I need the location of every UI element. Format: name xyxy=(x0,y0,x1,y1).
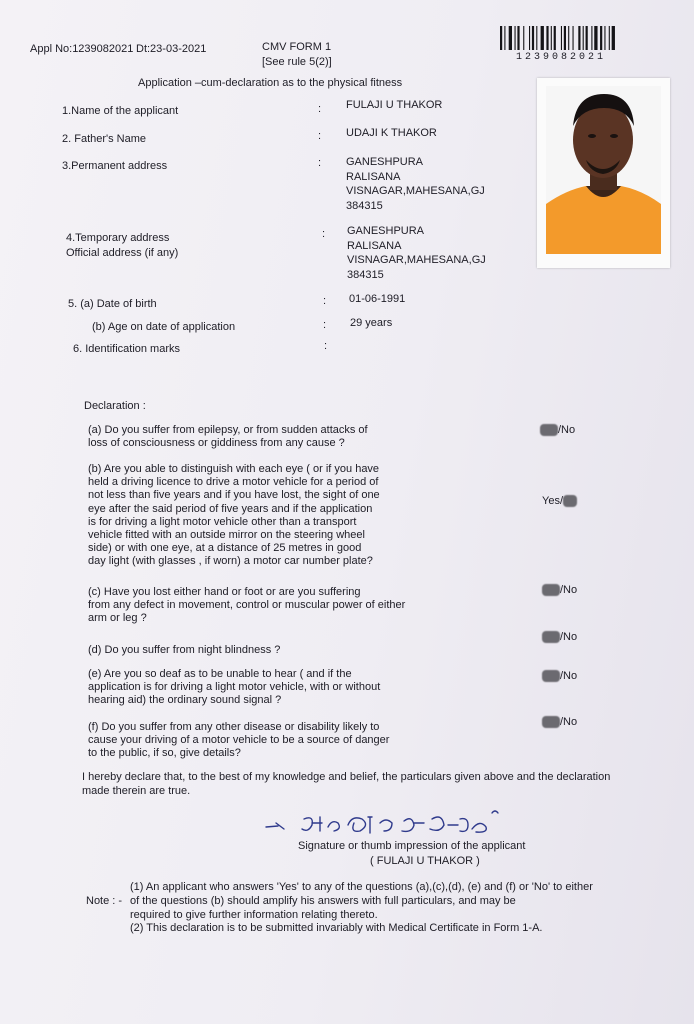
field-label-age: (b) Age on date of application xyxy=(92,321,236,333)
signature-applicant-name: ( FULAJI U THAKOR ) xyxy=(370,855,480,867)
barcode-bar xyxy=(536,26,537,50)
application-date: Dt:23-03-2021 xyxy=(136,43,207,55)
barcode-bar xyxy=(532,26,534,50)
barcode-bar xyxy=(609,26,610,50)
field-colon: : xyxy=(324,340,328,352)
answer-a: /No xyxy=(540,424,575,437)
field-value-permanent-address: GANESHPURA RALISANA VISNAGAR,MAHESANA,GJ 384315 xyxy=(346,156,485,212)
barcode-bar xyxy=(554,26,556,50)
barcode-bar xyxy=(568,26,569,50)
barcode-bar xyxy=(600,26,602,50)
barcode-bar xyxy=(523,26,524,50)
barcode-bar xyxy=(578,26,580,50)
field-colon: : xyxy=(318,130,322,142)
signature-caption: Signature or thumb impression of the applicant xyxy=(298,840,526,852)
applicant-signature-image xyxy=(262,805,532,841)
field-value-age: 29 years xyxy=(350,317,393,329)
barcode xyxy=(500,26,652,50)
answer-b: Yes/ xyxy=(542,495,577,508)
note-item-2: (2) This declaration is to be submitted invariably with Medical Certificate in Form 1-A. xyxy=(130,922,543,934)
form-subtitle: Application –cum-declaration as to the physical fitness xyxy=(138,77,403,89)
field-colon: : xyxy=(322,228,326,240)
barcode-bar xyxy=(509,26,512,50)
field-label-father: 2. Father's Name xyxy=(62,133,147,145)
barcode-bar xyxy=(515,26,516,50)
answer-e: /No xyxy=(542,670,577,683)
declaration-statement: I hereby declare that, to the best of my knowledge and belief, the particulars given above and the declaration made therein are true. xyxy=(82,771,611,797)
form-title: CMV FORM 1 xyxy=(262,41,332,53)
field-colon: : xyxy=(323,319,327,331)
barcode-bar xyxy=(583,26,584,50)
question-f: (f) Do you suffer from any other disease or disability likely to cause your driving of a motor vehicle to be a source of danger to the public, if so, give details? xyxy=(88,721,390,760)
barcode-bar xyxy=(586,26,588,50)
field-value-temporary-address: GANESHPURA RALISANA VISNAGAR,MAHESANA,GJ 384315 xyxy=(347,225,486,281)
barcode-bar xyxy=(573,26,574,50)
question-a: (a) Do you suffer from epilepsy, or from sudden attacks of loss of consciousness or giddiness from any cause ? xyxy=(88,424,368,450)
field-value-father: UDAJI K THAKOR xyxy=(346,127,437,139)
barcode-bar xyxy=(591,26,592,50)
field-value-dob: 01-06-1991 xyxy=(349,293,406,305)
field-label-temporary-address: 4.Temporary address Official address (if any) xyxy=(66,232,179,259)
barcode-bar xyxy=(551,26,552,50)
field-label-name: 1.Name of the applicant xyxy=(62,105,179,117)
field-label-dob: 5. (a) Date of birth xyxy=(68,298,157,310)
field-colon: : xyxy=(318,157,322,169)
question-c: (c) Have you lost either hand or foot or are you suffering from any defect in movement, control or muscular power of either arm or leg ? xyxy=(88,586,406,625)
field-label-permanent-address: 3.Permanent address xyxy=(62,160,168,172)
note-prefix: Note : - xyxy=(86,895,123,907)
answer-c: /No xyxy=(542,584,577,597)
barcode-bar xyxy=(541,26,544,50)
field-label-identification: 6. Identification marks xyxy=(73,343,180,355)
question-b: (b) Are you able to distinguish with each eye ( or if you have held a driving licence to drive a motor vehicle for a period of not less than five years and if you have lost, the sight of one eye after the said period of five years and if the application is for driving a light motor vehicle other than a transport vehicle fitted with an outside mirror on the steering wheel side) or with one eye, at a distance of 25 metres in good day light (with glasses , if worn) a motor car number plate? xyxy=(88,463,380,568)
barcode-bar xyxy=(529,26,530,50)
application-number: Appl No:1239082021 xyxy=(30,43,134,55)
barcode-bar xyxy=(561,26,562,50)
barcode-bar xyxy=(604,26,605,50)
field-colon: : xyxy=(323,295,327,307)
answer-f: /No xyxy=(542,716,577,729)
barcode-bar xyxy=(500,26,502,50)
note-item-1: (1) An applicant who answers 'Yes' to any of the questions (a),(c),(d), (e) and (f) or 'No' to either of the questions (b) should amplify his answers with full particulars, and may be required to give further information relating thereto. xyxy=(130,881,593,921)
barcode-bar xyxy=(546,26,548,50)
barcode-bar xyxy=(564,26,566,50)
field-colon: : xyxy=(318,103,322,115)
barcode-number: 1239082021 xyxy=(516,52,607,63)
barcode-bar xyxy=(517,26,519,50)
barcode-bar xyxy=(612,26,615,50)
answer-d: /No xyxy=(542,631,577,644)
form-rule: [See rule 5(2)] xyxy=(262,56,332,68)
applicant-portrait-image xyxy=(546,86,661,254)
barcode-bar xyxy=(594,26,597,50)
field-value-name: FULAJI U THAKOR xyxy=(346,99,443,111)
question-d: (d) Do you suffer from night blindness ? xyxy=(88,644,281,656)
applicant-photo xyxy=(537,78,670,268)
barcode-bar xyxy=(504,26,505,50)
question-e: (e) Are you so deaf as to be unable to hear ( and if the application is for driving a light motor vehicle, with or without hearing aid) the ordinary sound signal ? xyxy=(88,668,381,707)
declaration-heading: Declaration : xyxy=(84,400,146,412)
